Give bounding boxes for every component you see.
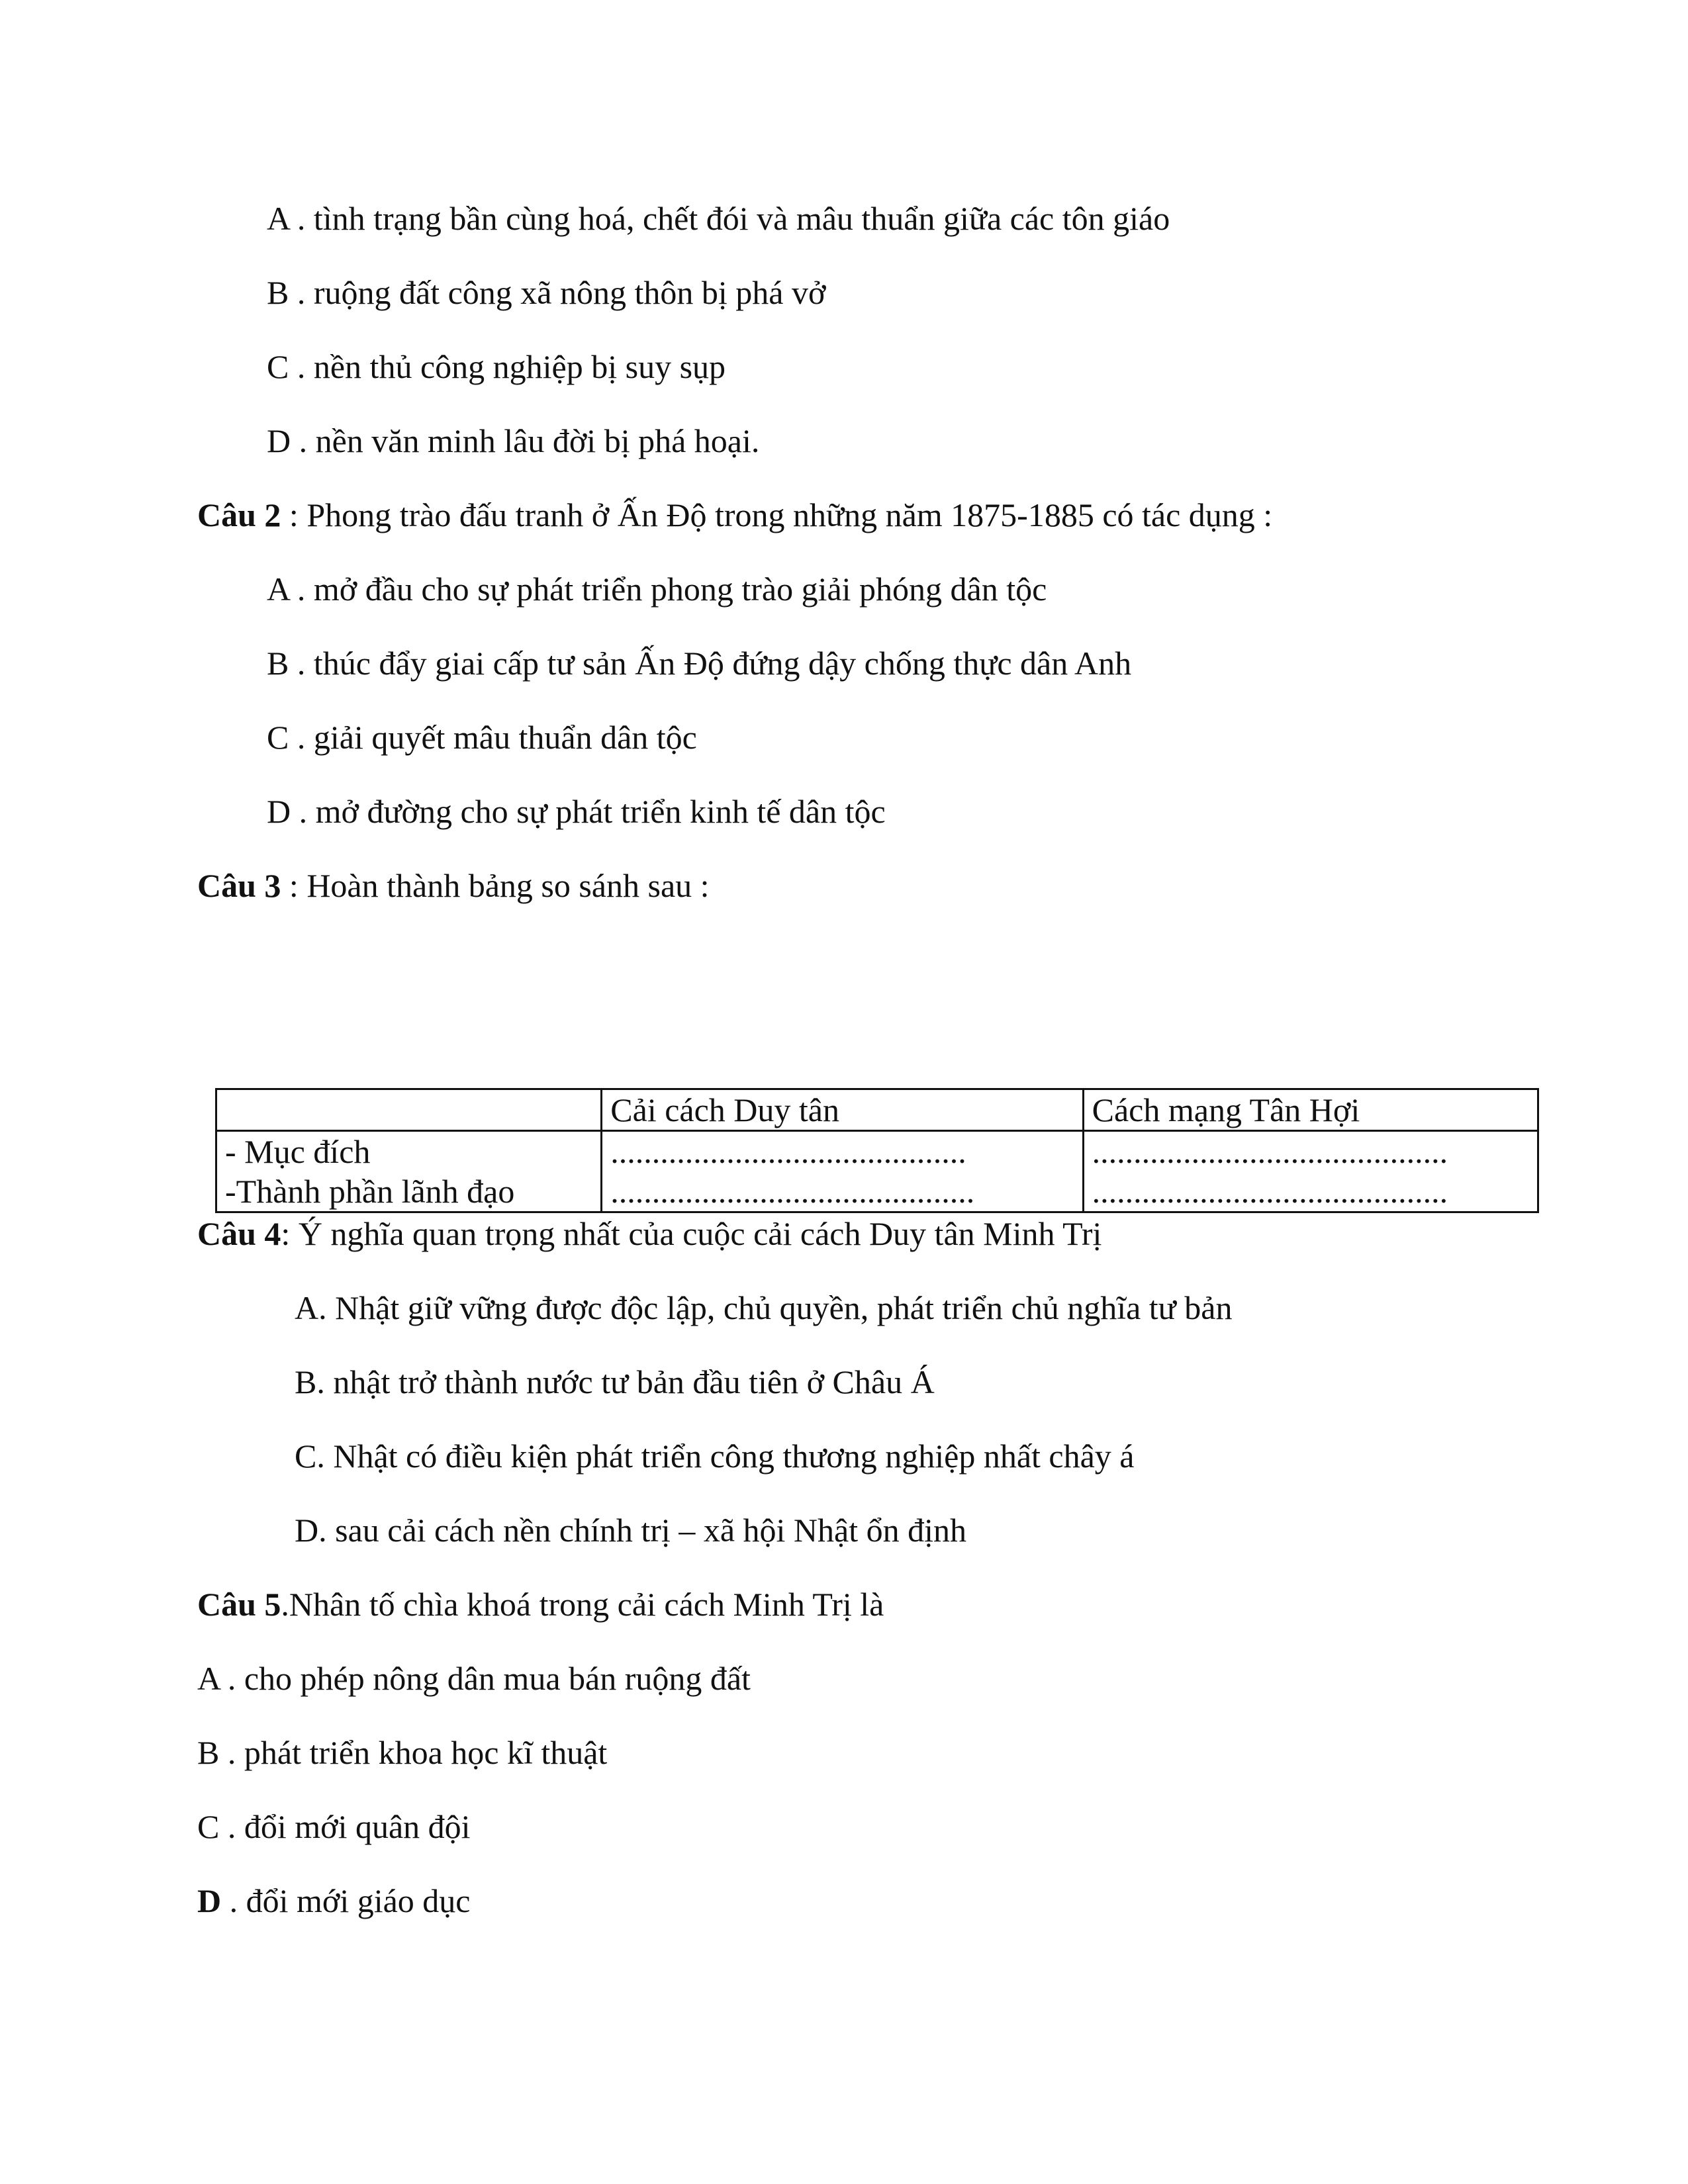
option-letter: B. — [295, 1363, 325, 1400]
comparison-table — [215, 1088, 1539, 1213]
option-text: . mở đầu cho sự phát triển phong trào giải phóng dân tộc — [289, 570, 1047, 608]
answer-blank: ........................................... — [1092, 1173, 1448, 1210]
option-text: nhật trở thành nước tư bản đầu tiên ở Châu Á — [324, 1363, 935, 1400]
option-text: Nhật giữ vững được độc lập, chủ quyền, phát triển chủ nghĩa tư bản — [326, 1289, 1233, 1326]
question-text: : Phong trào đấu tranh ở Ấn Độ trong những năm 1875-1885 có tác dụng : — [281, 496, 1273, 533]
option-text: . tình trạng bần cùng hoá, chết đói và mâu thuẩn giữa các tôn giáo — [289, 200, 1170, 237]
option-text: . thúc đẩy giai cấp tư sản Ấn Độ đứng dậy chống thực dân Anh — [289, 645, 1132, 682]
q2-option-b — [267, 643, 1131, 683]
table-cell-duy-tan — [602, 1131, 1083, 1212]
option-text: . nền thủ công nghiệp bị suy sụp — [289, 348, 726, 385]
q5-option-b — [197, 1733, 607, 1772]
option-text: Nhật có điều kiện phát triển công thương nghiệp nhất châу á — [324, 1437, 1135, 1475]
q5-option-c — [197, 1807, 471, 1846]
q1-option-d — [267, 421, 759, 461]
option-text: . phát triển khoa học kĩ thuật — [219, 1734, 608, 1771]
option-letter: B — [267, 274, 289, 311]
option-letter: D — [197, 1882, 222, 1919]
option-text: . mở đường cho sự phát triển kinh tế dân tộc — [291, 793, 886, 830]
option-text: . giải quyết mâu thuẩn dân tộc — [289, 719, 697, 756]
row-label: -Thành phần lãnh đạo — [225, 1173, 515, 1210]
q1-option-c — [267, 347, 726, 387]
q5-option-a — [197, 1659, 751, 1698]
q5-question — [197, 1584, 884, 1624]
table-header-cell: Cải cách Duy tân — [602, 1089, 1083, 1131]
option-letter: C — [197, 1808, 220, 1845]
question-text: .Nhân tố chìa khoá trong cải cách Minh Trị là — [281, 1586, 884, 1623]
question-label: Câu 2 — [197, 496, 281, 533]
row-label: - Mục đích — [225, 1133, 371, 1170]
q3-question — [197, 866, 710, 905]
option-letter: B — [197, 1734, 220, 1771]
question-text: : Ý nghĩa quan trọng nhất của cuộc cải cách Duy tân Minh Trị — [281, 1215, 1102, 1252]
option-letter: C — [267, 348, 289, 385]
option-letter: D. — [295, 1512, 327, 1549]
option-text: sau cải cách nền chính trị – xã hội Nhật ổn định — [326, 1512, 966, 1549]
question-label: Câu 3 — [197, 867, 281, 904]
option-letter: A. — [295, 1289, 327, 1326]
option-letter: A — [267, 570, 289, 608]
q5-option-d — [197, 1881, 471, 1921]
answer-blank: ............................................ — [610, 1173, 975, 1210]
question-text: : Hoàn thành bảng so sánh sau : — [281, 867, 710, 904]
table-header-row — [216, 1089, 1538, 1131]
question-label: Câu 5 — [197, 1586, 281, 1623]
option-letter: A — [197, 1660, 220, 1697]
q4-option-b — [295, 1362, 935, 1402]
option-text: . đổi mới giáo dục — [221, 1882, 471, 1919]
option-text: . đổi mới quân đội — [219, 1808, 471, 1845]
answer-blank: ........................................... — [610, 1133, 966, 1170]
option-letter: D — [267, 422, 291, 459]
question-label: Câu 4 — [197, 1215, 281, 1252]
q4-option-d — [295, 1510, 966, 1550]
q2-question — [197, 495, 1272, 535]
q2-option-d — [267, 792, 886, 831]
q1-option-b — [267, 273, 825, 312]
q4-option-c — [295, 1436, 1135, 1476]
option-letter: D — [267, 793, 291, 830]
table-cell-tan-hoi — [1083, 1131, 1538, 1212]
table-header-cell — [216, 1089, 602, 1131]
option-text: . cho phép nông dân mua bán ruộng đất — [219, 1660, 751, 1697]
q2-option-a — [267, 569, 1047, 609]
q2-option-c — [267, 717, 697, 757]
option-letter: A — [267, 200, 289, 237]
option-letter: C — [267, 719, 289, 756]
q4-question — [197, 1214, 1102, 1253]
option-text: . ruộng đất công xã nông thôn bị phá vở — [289, 274, 826, 311]
option-letter: C. — [295, 1437, 325, 1475]
q1-option-a — [267, 199, 1170, 238]
q4-option-a — [295, 1288, 1232, 1328]
answer-blank: ........................................... — [1092, 1133, 1448, 1170]
option-text: . nền văn minh lâu đời bị phá hoại. — [291, 422, 760, 459]
table-row — [216, 1131, 1538, 1212]
table-cell-labels — [216, 1131, 602, 1212]
table-header-cell: Cách mạng Tân Hợi — [1083, 1089, 1538, 1131]
option-letter: B — [267, 645, 289, 682]
